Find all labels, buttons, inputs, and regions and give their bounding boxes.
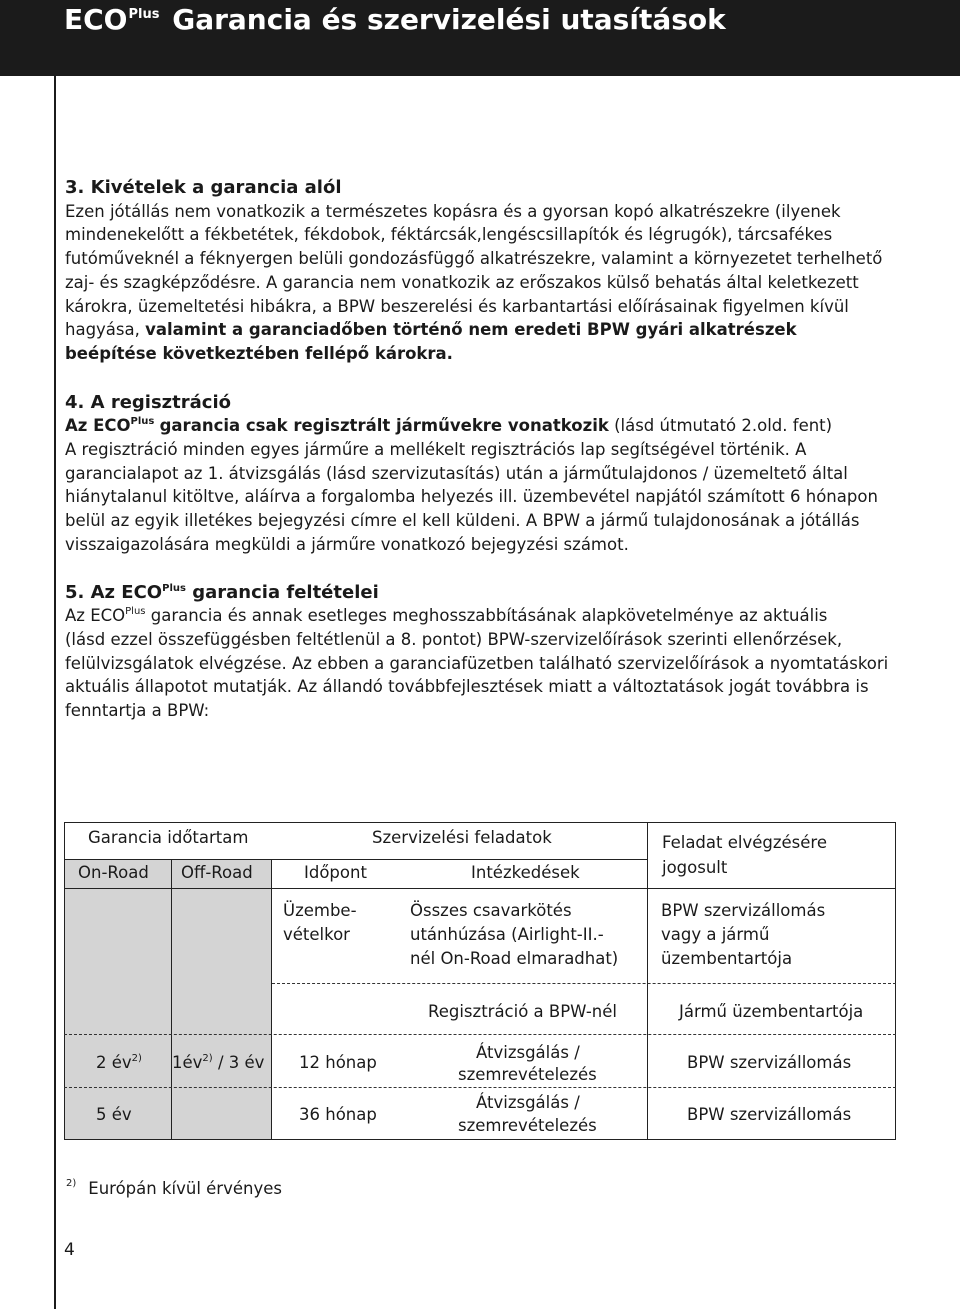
footnote [66,1172,282,1201]
section4-body [65,414,895,556]
r3-offroad: $1év^{2)} / 3$ év [172,1053,265,1072]
r1-idopont: vételkor [283,925,350,944]
r3-feladat: BPW szervizállomás [687,1053,852,1072]
s5-line: aktuális állapotot mutatják. Az állandó továbbfejlesztések miatt a változtatások jogát továbbra is [65,677,869,697]
s4-line: Az $ECO^{Plus}$ garancia csak regisztrált járművekre vonatkozik (lásd útmutató 2.old. fent) [65,416,833,436]
s3-line: futóműveknél a féknyergen belüli gondozásfüggő alkatrészekre, valamint a környezetet terhelhető [65,249,883,269]
header-onroad: On-Road [78,863,149,882]
page-header [0,0,960,76]
header-szerviz: Szervizelési feladatok [372,828,552,847]
section3-heading: 3. Kivételek a garancia alól [65,177,342,198]
r1-idopont: Üzembe- [283,901,357,920]
s4-line: garancialapot az 1. átvizsgálás (lásd szervizutasítás) után a járműtulajdonos / üzemeltető által [65,463,848,483]
s3-line: hagyása, valamint a garanciadőben történő nem eredeti BPW gyári alkatrészek [65,320,797,340]
s3-line: zaj- és szagképződésre. A garancia nem vonatkozik az erőszakos külső behatás által keletkezett [65,272,859,292]
r3-intezkedes: Átvizsgálás / [476,1043,580,1062]
footnote-mark: 2) [66,1178,77,1189]
r1-feladat: üzembentartója [661,949,793,968]
s4-line: belül az egyik illetékes bejegyzési címre el kell küldeni. A BPW a jármű tulajdonosának a jótállás [65,511,860,531]
gray-column-onroad [64,860,171,1140]
title-plus-sup: Plus [128,7,160,22]
s4-line: hiánytalanul kitöltve, aláírva a forgalomba helyezés ill. üzembevétel napjától számított 6 hónapon [65,487,878,507]
s5-line: (lásd ezzel összefüggésben feltétlenül a 8. pontot) BPW-szervizelőírások szerinti ellenőrzések, [65,629,843,649]
r4-onroad: 5 év [96,1105,132,1124]
dashed-separator [272,983,896,984]
gray-column-offroad [172,860,271,1140]
header-offroad: Off-Road [181,863,253,882]
main-content [65,176,895,723]
header-intezkedes: Intézkedések [471,863,580,882]
r1-intezkedes: utánhúzása (Airlight-II.- [410,925,604,944]
header-feladat-2: jogosult [662,858,728,877]
r3-intezkedes: szemrevételezés [458,1065,597,1084]
s3-line: károkra, üzemeltetési hibákra, a BPW beszerelési és karbantartási előírásainak figyelmen kívül [65,296,849,316]
section5-body [65,604,895,723]
r4-intezkedes: szemrevételezés [458,1116,597,1135]
section3-body [65,200,895,366]
r3-idopont: 12 hónap [299,1053,377,1072]
dashed-separator [64,1034,896,1035]
r1-feladat: vagy a jármű [661,925,770,944]
s4-line: visszaigazolására megküldi a járműre vonatkozó bejegyzési számot. [65,534,629,554]
s5-line: Az $ECO^{Plus}$ garancia és annak esetleges meghosszabbításának alapkövetelménye az aktuális [65,606,828,626]
title-eco: ECO [64,3,128,36]
page-number: 4 [64,1240,75,1260]
r4-feladat: BPW szervizállomás [687,1105,852,1124]
section5-heading: 5. Az $ECO^{Plus}$ garancia feltételei [65,581,379,603]
s3-line: Ezen jótállás nem vonatkozik a természetes kopásra és a gyorsan kopó alkatrészekre (ilyenek [65,201,841,221]
r1-intezkedes: Összes csavarkötés [410,901,572,920]
section4-heading: 4. A regisztráció [65,391,231,413]
r2-intezkedes: Regisztráció a BPW-nél [428,1002,617,1021]
dashed-separator [64,1087,896,1088]
s4-line: A regisztráció minden egyes járműre a mellékelt regisztrációs lap segítségével történik. A [65,440,807,460]
r2-feladat: Jármű üzembentartója [679,1002,864,1021]
margin-rule [54,76,56,1309]
page-title [64,0,726,35]
title-rest: Garancia és szervizelési utasítások [172,3,726,36]
s3-line: mindenekelőtt a fékbetétek, fékdobok, féktárcsák,lengéscsillapítók és légrugók), tárcsafékes [65,225,833,245]
r4-intezkedes: Átvizsgálás / [476,1093,580,1112]
header-garancia: Garancia időtartam [88,828,249,847]
r3-onroad: 2 $év^{2)}$ [96,1053,142,1072]
r4-idopont: 36 hónap [299,1105,377,1124]
s5-line: felülvizsgálatok elvégzése. Az ebben a garanciafüzetben található szervizelőírások a nyomtatáskori [65,653,889,673]
r1-feladat: BPW szervizállomás [661,901,826,920]
header-feladat-1: Feladat elvégzésére [662,833,827,852]
footnote-text: Európán kívül érvényes [88,1179,282,1198]
r1-intezkedes: nél On-Road elmaradhat) [410,949,619,968]
header-idopont: Időpont [304,863,367,882]
service-table [64,822,896,1140]
s5-line: fenntartja a BPW: [65,701,210,721]
s3-line: beépítése következtében fellépő károkra. [65,343,453,363]
